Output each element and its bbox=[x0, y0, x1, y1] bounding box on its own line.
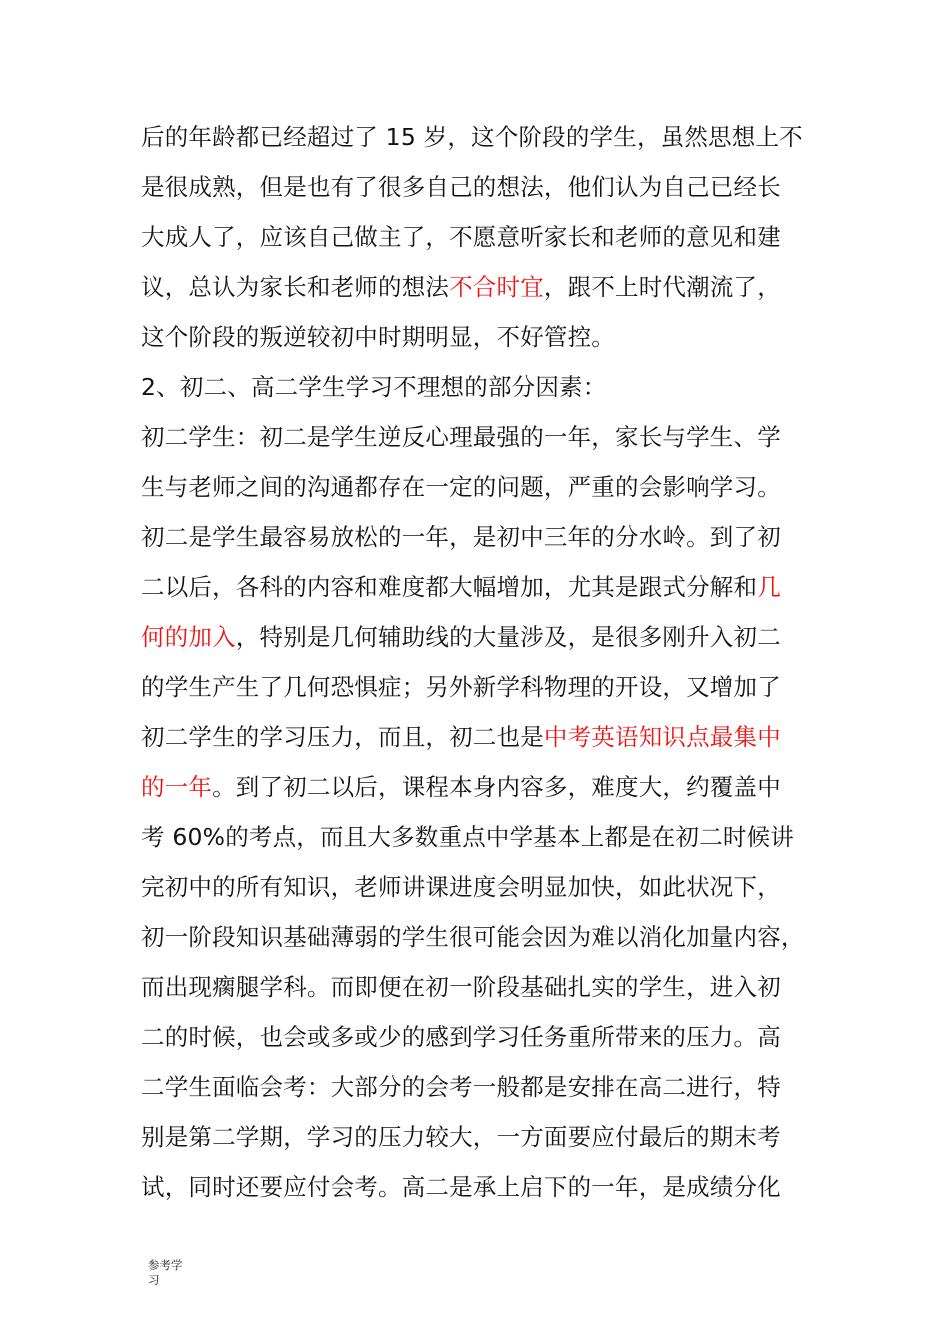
highlighted-text: 何的加入 bbox=[141, 623, 236, 651]
text-line bbox=[141, 512, 813, 562]
text-segment: 初二学生：初二是学生逆反心理最强的一年，家长与学生、学 bbox=[141, 423, 781, 451]
highlighted-text: 几 bbox=[757, 573, 781, 601]
highlighted-text: 不合时宜 bbox=[449, 273, 544, 301]
text-segment: 而出现瘸腿学科。而即便在初一阶段基础扎实的学生，进入初 bbox=[141, 973, 781, 1001]
footer-note bbox=[148, 1258, 208, 1288]
text-line bbox=[141, 812, 813, 862]
text-line bbox=[141, 912, 813, 962]
text-line bbox=[141, 1162, 813, 1212]
text-segment: 的学生产生了几何恐惧症；另外新学科物理的开设，又增加了 bbox=[141, 673, 781, 701]
text-line bbox=[141, 162, 813, 212]
text-segment: 是很成熟，但是也有了很多自己的想法，他们认为自己已经长 bbox=[141, 173, 781, 201]
text-segment: 二学生面临会考：大部分的会考一般都是安排在高二进行，特 bbox=[141, 1073, 781, 1101]
highlighted-text: 中考英语知识点最集中 bbox=[543, 723, 781, 751]
text-segment: 初一阶段知识基础薄弱的学生很可能会因为难以消化加量内容， bbox=[141, 923, 805, 951]
footer-line-1: 参考学 bbox=[148, 1258, 183, 1272]
text-segment: 2、初二、高二学生学习不理想的部分因素： bbox=[141, 373, 607, 401]
text-segment: 初二是学生最容易放松的一年，是初中三年的分水岭。到了初 bbox=[141, 523, 781, 551]
text-line bbox=[141, 1112, 813, 1162]
text-line bbox=[141, 1012, 813, 1062]
text-segment: 这个阶段的叛逆较初中时期明显，不好管控。 bbox=[141, 323, 615, 351]
text-line bbox=[141, 612, 813, 662]
text-segment: 大成人了，应该自己做主了，不愿意听家长和老师的意见和建 bbox=[141, 223, 781, 251]
text-segment: 后的年龄都已经超过了 15 岁，这个阶段的学生，虽然思想上不 bbox=[141, 123, 803, 151]
text-segment: 别是第二学期，学习的压力较大，一方面要应付最后的期末考 bbox=[141, 1123, 781, 1151]
text-segment: 。到了初二以后，课程本身内容多，难度大，约覆盖中 bbox=[212, 773, 781, 801]
text-line bbox=[141, 712, 813, 762]
footer-line-2: 习 bbox=[148, 1273, 160, 1287]
text-line bbox=[141, 462, 813, 512]
text-segment: 议，总认为家长和老师的想法 bbox=[141, 273, 450, 301]
text-line bbox=[141, 762, 813, 812]
text-segment: ，跟不上时代潮流了， bbox=[543, 273, 781, 301]
body-text bbox=[141, 112, 813, 1212]
text-line bbox=[141, 962, 813, 1012]
text-line bbox=[141, 862, 813, 912]
text-segment: 生与老师之间的沟通都存在一定的问题，严重的会影响学习。 bbox=[141, 473, 781, 501]
text-line bbox=[141, 212, 813, 262]
highlighted-text: 的一年 bbox=[141, 773, 213, 801]
text-line bbox=[141, 662, 813, 712]
text-line bbox=[141, 112, 813, 162]
text-line bbox=[141, 562, 813, 612]
text-segment: 试，同时还要应付会考。高二是承上启下的一年，是成绩分化 bbox=[141, 1173, 781, 1201]
text-segment: 初二学生的学习压力，而且，初二也是 bbox=[141, 723, 544, 751]
text-line bbox=[141, 412, 813, 462]
text-line bbox=[141, 362, 813, 412]
text-line bbox=[141, 262, 813, 312]
text-line bbox=[141, 1062, 813, 1112]
text-segment: 二以后，各科的内容和难度都大幅增加，尤其是跟式分解和 bbox=[141, 573, 758, 601]
text-segment: ，特别是几何辅助线的大量涉及，是很多刚升入初二 bbox=[235, 623, 781, 651]
text-line bbox=[141, 312, 813, 362]
text-segment: 考 60%的考点，而且大多数重点中学基本上都是在初二时候讲 bbox=[141, 823, 795, 851]
text-segment: 二的时候，也会或多或少的感到学习任务重所带来的压力。高 bbox=[141, 1023, 781, 1051]
text-segment: 完初中的所有知识，老师讲课进度会明显加快，如此状况下， bbox=[141, 873, 781, 901]
